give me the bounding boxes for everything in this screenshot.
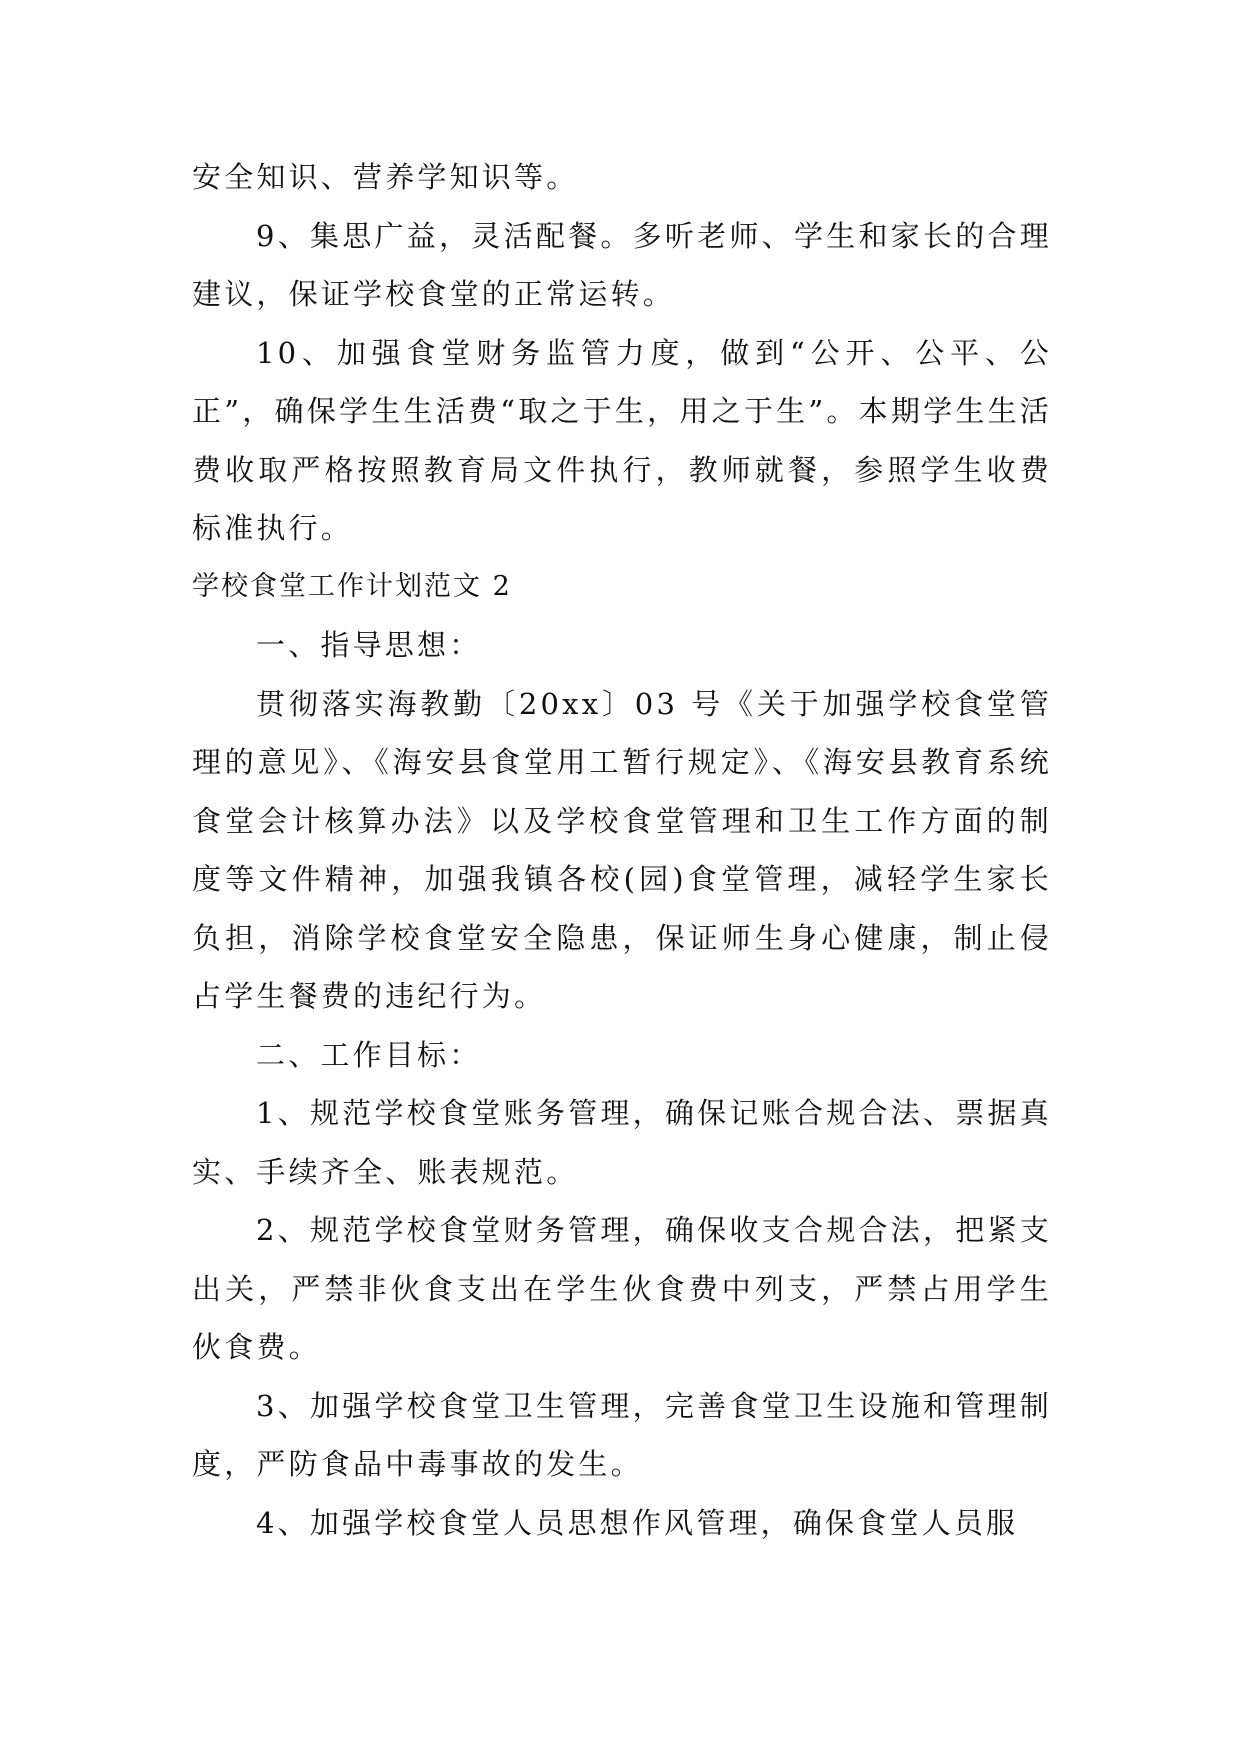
paragraph-goal-4: 4、加强学校食堂人员思想作风管理，确保食堂人员服 xyxy=(256,1505,1019,1540)
heading-guiding-ideology: 一、指导思想： xyxy=(256,628,482,662)
heading-work-goals: 二、工作目标： xyxy=(256,1037,482,1072)
paragraph-continuation: 安全知识、营养学知识等。 xyxy=(192,160,579,194)
document-body xyxy=(192,148,1052,1552)
paragraph-guiding-ideology: 贯彻落实海教勤〔20xx〕03 号《关于加强学校食堂管理的意见》、《海安县食堂用工暂行规定》、《海安县教育系统食堂会计核算办法》以及学校食堂管理和卫生工作方面的制度等文件精神，加强我镇各校(园)食堂管理，减轻学生家长负担，消除学校食堂安全隐患，保证师生身心健康，制止侵占学生餐费的违纪行为。 xyxy=(192,686,1052,1013)
paragraph-goal-3: 3、加强学校食堂卫生管理，完善食堂卫生设施和管理制度，严防食品中毒事故的发生。 xyxy=(192,1388,1052,1481)
section-title: 学校食堂工作计划范文 2 xyxy=(192,570,512,602)
paragraph-item-9: 9、集思广益，灵活配餐。多听老师、学生和家长的合理建议，保证学校食堂的正常运转。 xyxy=(192,218,1052,311)
paragraph-goal-2: 2、规范学校食堂财务管理，确保收支合规合法，把紧支出关，严禁非伙食支出在学生伙食费中列支，严禁占用学生伙食费。 xyxy=(192,1213,1052,1364)
paragraph-goal-1: 1、规范学校食堂账务管理，确保记账合规合法、票据真实、手续齐全、账表规范。 xyxy=(192,1096,1052,1189)
paragraph-item-10: 10、加强食堂财务监管力度，做到“公开、公平、公正”，确保学生生活费“取之于生，用之于生”。本期学生生活费收取严格按照教育局文件执行，教师就餐，参照学生收费标准执行。 xyxy=(192,335,1052,545)
